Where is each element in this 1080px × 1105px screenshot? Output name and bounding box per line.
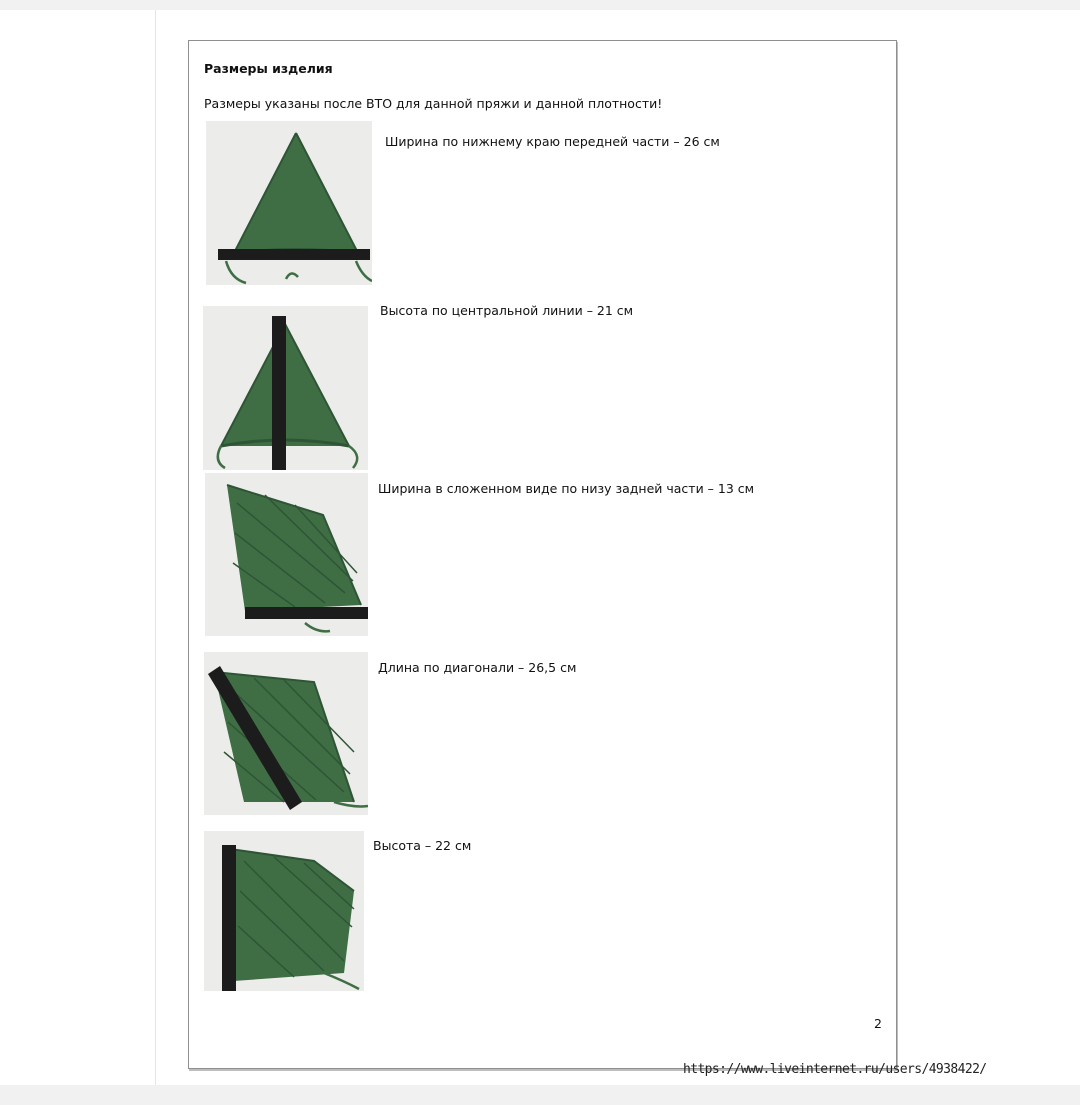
document-viewer xyxy=(0,10,1080,1085)
measurement-caption-1: Ширина по нижнему краю передней части – 26 см xyxy=(385,134,720,149)
viewer-bottom-bar xyxy=(0,1085,1080,1105)
measurement-caption-4: Длина по диагонали – 26,5 см xyxy=(378,660,577,675)
measurement-caption-5: Высота – 22 см xyxy=(373,838,472,853)
hat-front-width-photo xyxy=(206,121,372,285)
document-page xyxy=(188,40,897,1069)
page-heading: Размеры изделия xyxy=(204,61,333,76)
measurement-caption-2: Высота по центральной линии – 21 см xyxy=(380,303,634,318)
page-number: 2 xyxy=(874,1016,882,1031)
hat-folded-back-width-photo xyxy=(205,473,368,636)
viewer-gutter-divider xyxy=(155,10,156,1085)
source-url-watermark: https://www.liveinternet.ru/users/4938422/ xyxy=(683,1062,987,1077)
hat-diagonal-length-photo xyxy=(204,652,368,815)
hat-center-height-photo xyxy=(203,306,368,470)
hat-height-photo xyxy=(204,831,364,991)
measurement-caption-3: Ширина в сложенном виде по низу задней части – 13 см xyxy=(378,481,755,496)
intro-text: Размеры указаны после ВТО для данной пряжи и данной плотности! xyxy=(204,96,663,111)
